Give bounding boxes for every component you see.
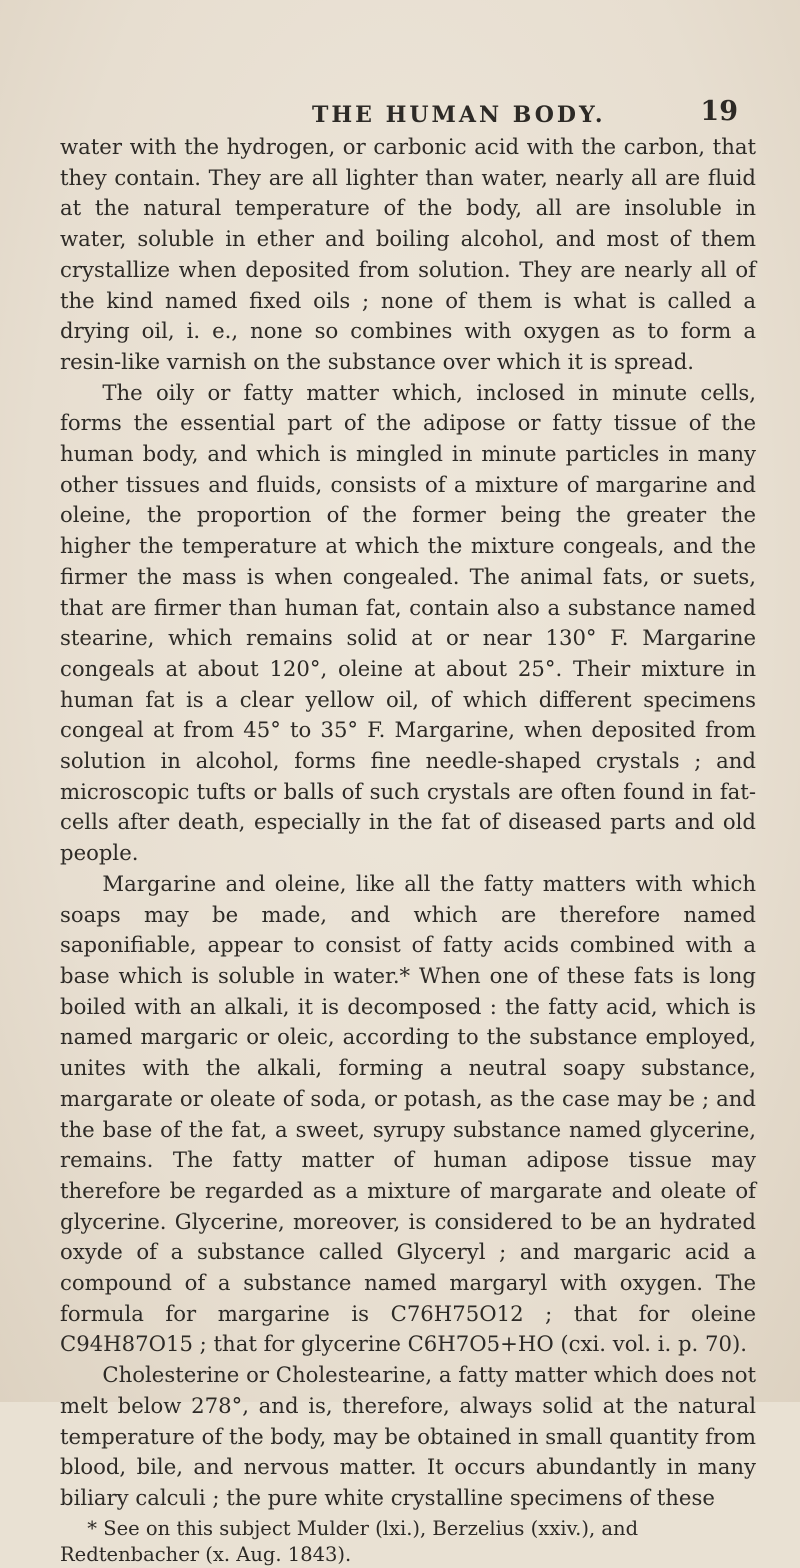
paragraph-margarine-oleine: Margarine and oleine, like all the fatty matters with which soaps may be made, and which are therefore named saponifiable, appear to consist of fatty acids combined with a base which is soluble in water.* When one of these fats is long boiled with an alkali, it is decomposed : the fatty acid, which is named margaric or oleic, according to the substance employed, unites with the alkali, forming a neutral soapy substance, margarate or oleate of soda, or potash, as the case may be ; and the base of the fat, a sweet, syrupy substance named glycerine, remains. The fatty matter of human adipose tissue may therefore be regarded as a mixture of margarate and oleate of glycerine. Glycerine, moreover, is considered to be an hydrated oxyde of a substance called Glyceryl ; and margaric acid a compound of a substance named margaryl with oxygen. The formula for margarine is C76H75O12 ; that for oleine C94H87O15 ; that for glycerine C6H7O5+HO (cxi. vol. i. p. 70).: [60, 870, 756, 1357]
body-text: [60, 132, 756, 1514]
paragraph-continued: water with the hydrogen, or carbonic acid with the carbon, that they contain. They are all lighter than water, nearly all are fluid at the natural temperature of the body, all are insoluble in water, soluble in ether and boiling alcohol, and most of them crystallize when deposited from solution. They are nearly all of the kind named fixed oils ; none of them is what is called a drying oil, i. e., none so combines with oxygen as to form a resin-like varnish on the substance over which it is spread.: [60, 134, 756, 374]
footnote: * See on this subject Mulder (lxi.), Berzelius (xxiv.), and Redtenbacher (x. Aug. 1843).: [60, 1516, 639, 1566]
running-head: THE HUMAN BODY.: [312, 102, 606, 128]
page-header: [60, 0, 756, 132]
paragraph-oily-matter: The oily or fatty matter which, inclosed in minute cells, forms the essential part of the adipose or fatty tissue of the human body, and which is mingled in minute particles in many other tissues and fluids, consists of a mixture of margarine and oleine, the proportion of the former being the greater the higher the temperature at which the mixture congeals, and the firmer the mass is when congealed. The animal fats, or suets, that are firmer than human fat, contain also a substance named stearine, which remains solid at or near 130° F. Margarine congeals at about 120°, oleine at about 25°. Their mixture in human fat is a clear yellow oil, of which different specimens congeal at from 45° to 35° F. Margarine, when deposited from solution in alcohol, forms fine needle-shaped crystals ; and microscopic tufts or balls of such crystals are often found in fat-cells after death, especially in the fat of diseased parts and old people.: [60, 379, 756, 866]
paragraph-cholesterine: Cholesterine or Cholestearine, a fatty matter which does not melt below 278°, and is, therefore, always solid at the natural temperature of the body, may be obtained in small quantity from blood, bile, and nervous matter. It occurs abundantly in many biliary calculi ; the pure white crystalline specimens of these: [60, 1362, 756, 1510]
page-number: 19: [700, 96, 738, 127]
